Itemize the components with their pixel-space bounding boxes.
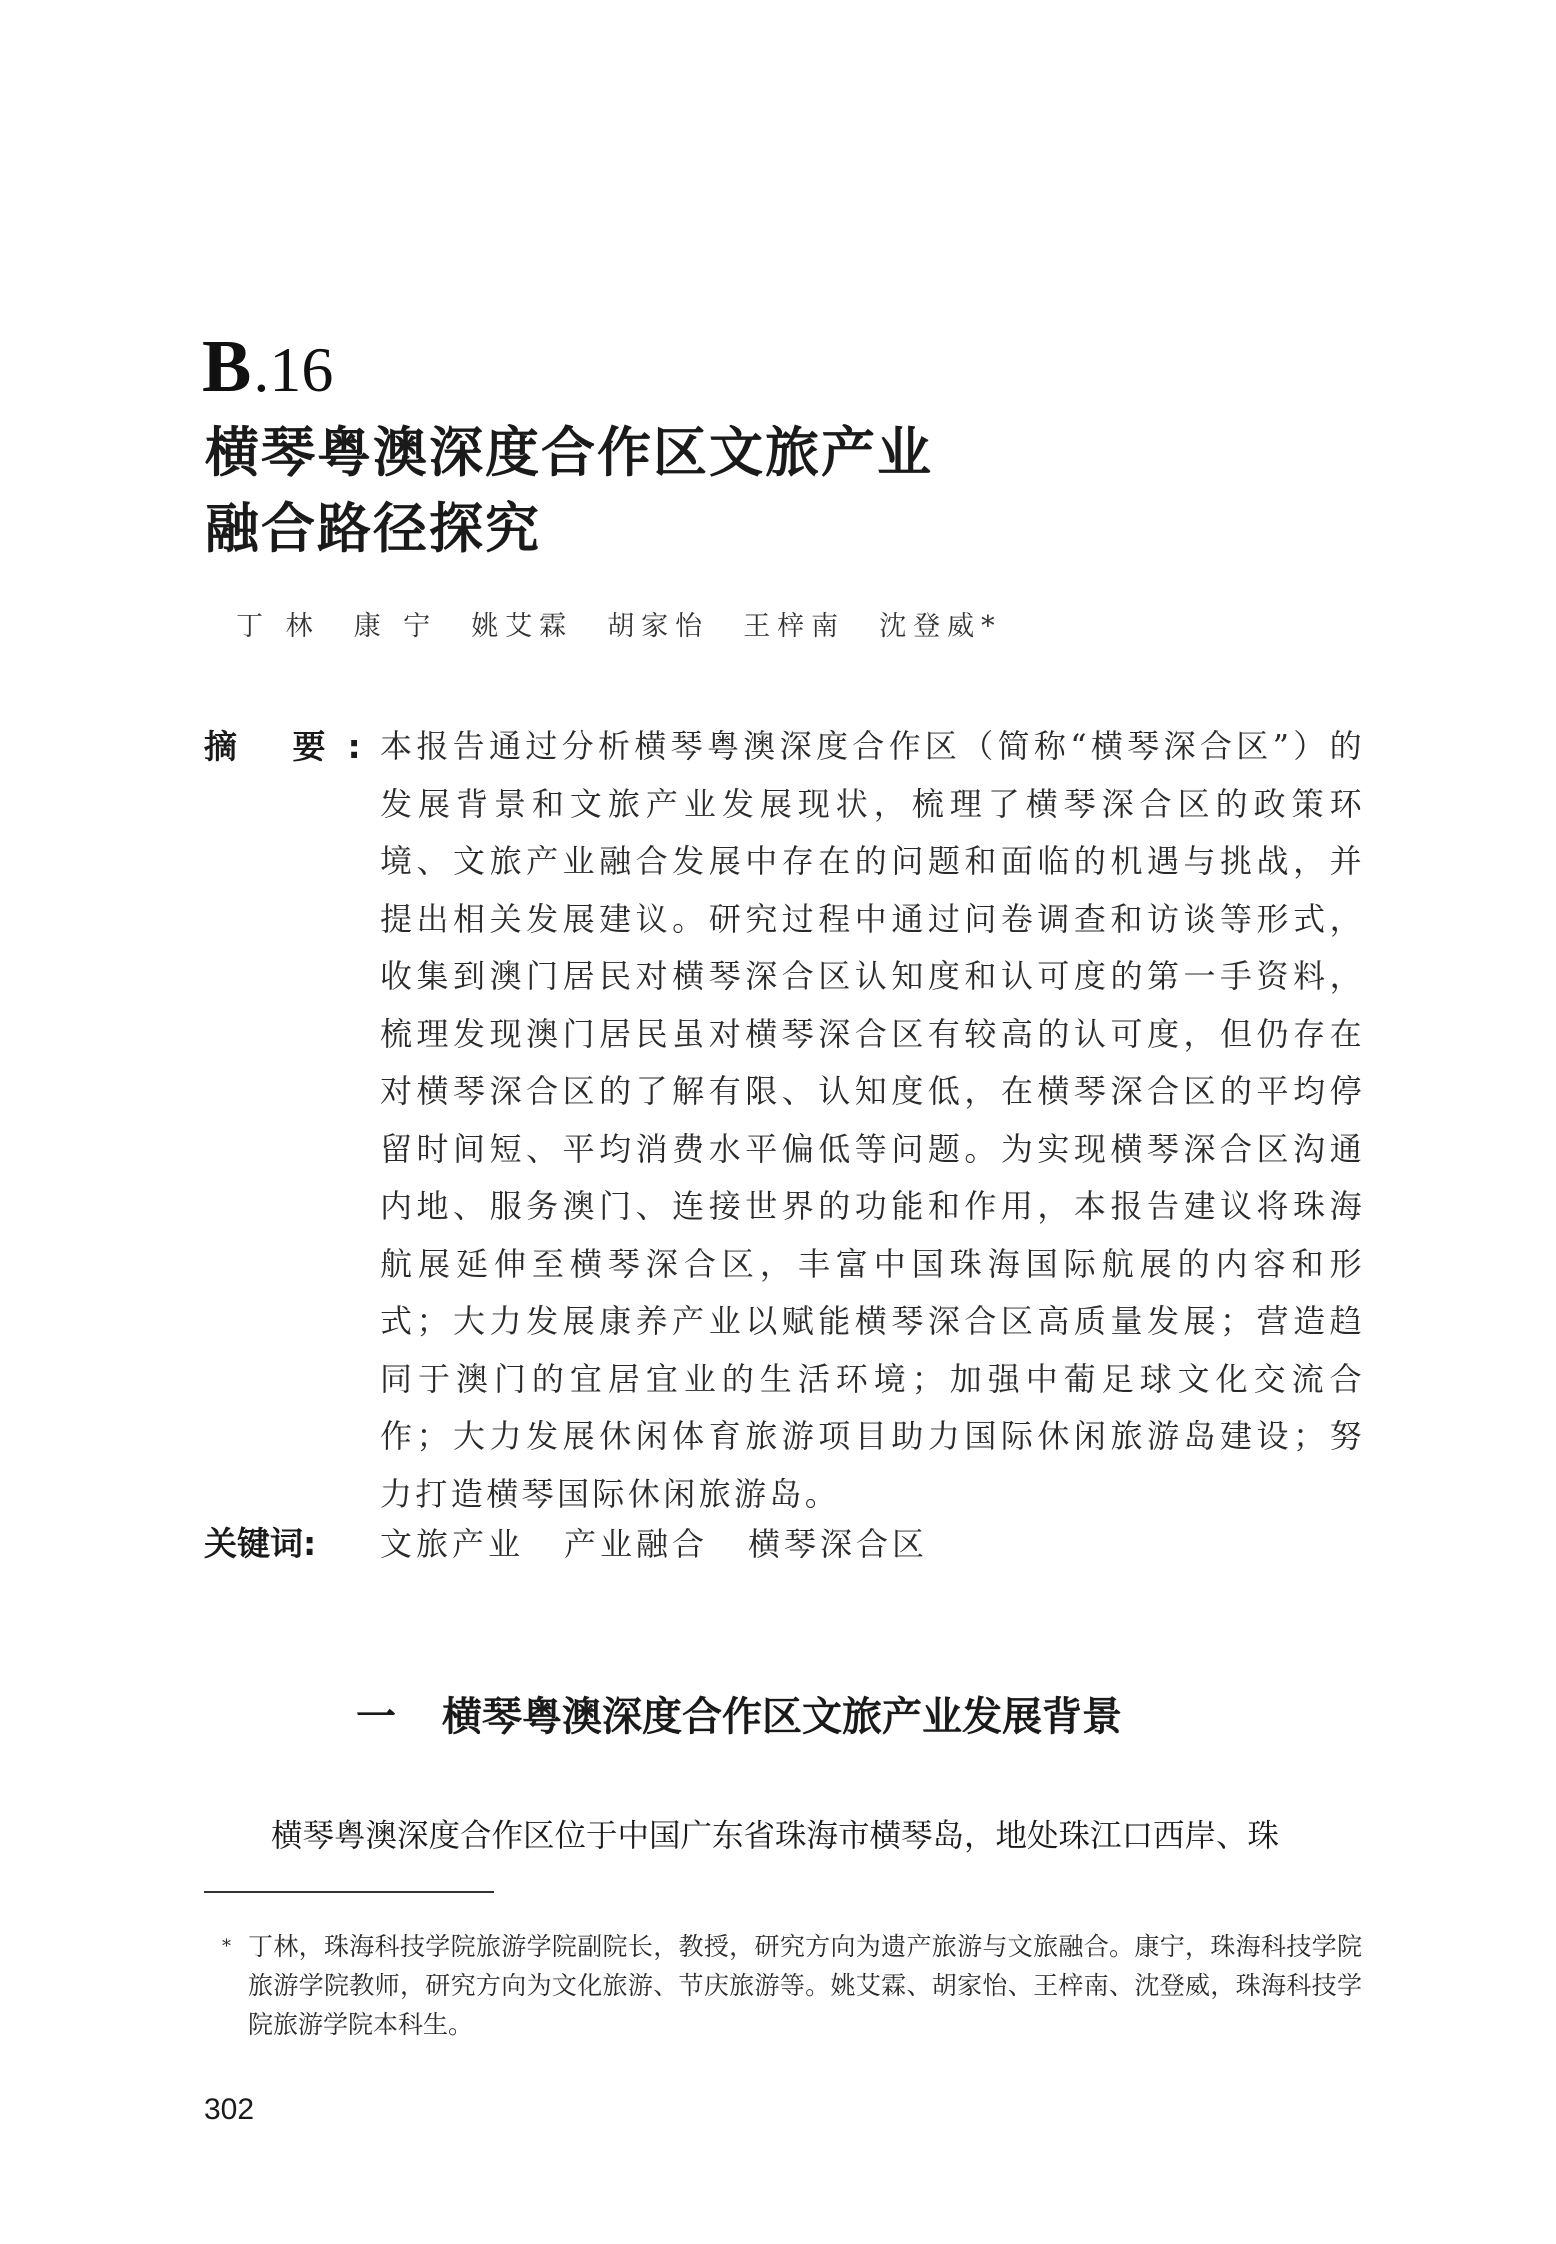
- author: 丁 林: [236, 611, 320, 642]
- abstract-label: 摘 要:: [204, 727, 383, 766]
- footnote: [222, 1927, 1362, 2044]
- chapter-index: .16: [253, 334, 334, 405]
- footnote-mark: *: [222, 1936, 231, 1957]
- author: 姚艾霖: [471, 611, 574, 642]
- author: 胡家怡: [607, 611, 710, 642]
- abstract-text: 本报告通过分析横琴粤澳深度合作区（简称“横琴深合区”）的发展背景和文旅产业发展现状，梳理了横琴深合区的政策环境、文旅产业融合发展中存在的问题和面临的机遇与挑战，并提出相关发展建议。研究过程中通过问卷调查和访谈等形式，收集到澳门居民对横琴深合区认知度和认可度的第一手资料，梳理发现澳门居民虽对横琴深合区有较高的认可度，但仍存在对横琴深合区的了解有限、认知度低，在横琴深合区的平均停留时间短、平均消费水平偏低等问题。为实现横琴深合区沟通内地、服务澳门、连接世界的功能和作用，本报告建议将珠海航展延伸至横琴深合区，丰富中国珠海国际航展的内容和形式；大力发展康养产业以赋能横琴深合区高质量发展；营造趋同于澳门的宜居宜业的生活环境；加强中葡足球文化交流合作；大力发展休闲体育旅游项目助力国际休闲旅游岛建设；努力打造横琴国际休闲旅游岛。: [380, 727, 1365, 1513]
- keyword: 产业融合: [564, 1525, 709, 1563]
- chapter-letter: B: [202, 326, 254, 408]
- chapter-number: [202, 326, 334, 420]
- section-heading: [356, 1688, 1122, 1746]
- author: 康 宁: [353, 611, 438, 642]
- author-list: [236, 607, 1036, 647]
- keyword-list: [380, 1515, 968, 1573]
- title-line-2: 融合路径探究: [205, 497, 541, 560]
- page-number: 302: [204, 2093, 255, 2126]
- section-title: 横琴粤澳深度合作区文旅产业发展背景: [442, 1694, 1122, 1740]
- keywords-label: 关键词:: [204, 1524, 317, 1563]
- section-number: 一: [356, 1694, 396, 1740]
- keyword: 文旅产业: [380, 1525, 525, 1563]
- footnote-text: 丁林，珠海科技学院旅游学院副院长，教授，研究方向为遗产旅游与文旅融合。康宁，珠海科技学院旅游学院教师，研究方向为文化旅游、节庆旅游等。姚艾霖、胡家怡、王梓南、沈登威，珠海科技学院旅游学院本科生。: [248, 1932, 1362, 2039]
- author: 沈登威*: [879, 611, 1002, 642]
- body-paragraph: 横琴粤澳深度合作区位于中国广东省珠海市横琴岛，地处珠江口西岸、珠: [271, 1818, 1280, 1854]
- footnote-divider: [204, 1891, 494, 1893]
- keyword: 横琴深合区: [748, 1525, 929, 1563]
- article-title: [205, 415, 1365, 567]
- title-line-1: 横琴粤澳深度合作区文旅产业: [205, 421, 933, 484]
- author: 王梓南: [743, 611, 846, 642]
